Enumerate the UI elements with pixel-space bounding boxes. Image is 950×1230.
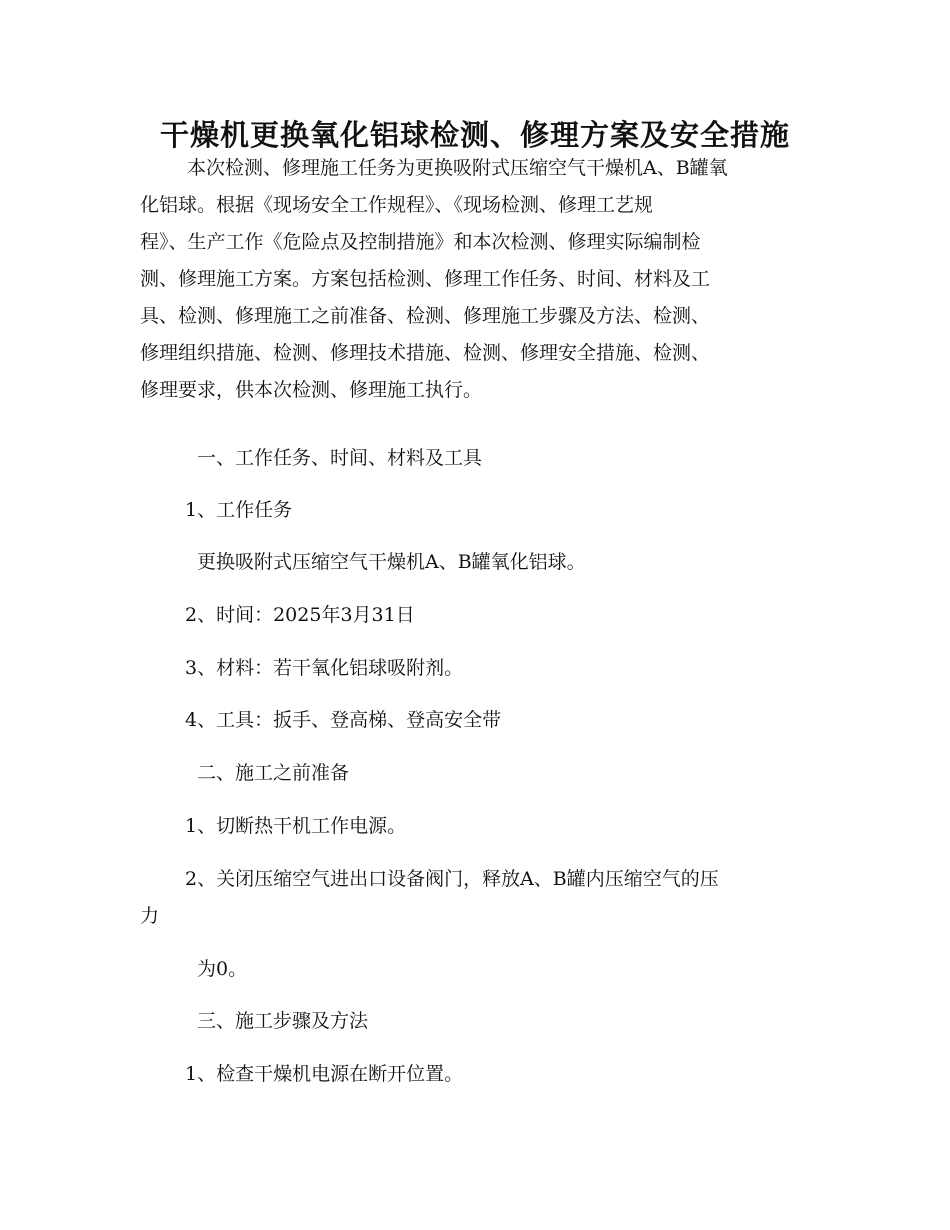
section-heading-1: 一、工作任务、时间、材料及工具 — [197, 447, 483, 469]
intro-line: 修理要求，供本次检测、修理施工执行。 — [140, 379, 483, 401]
intro-line: 测、修理施工方案。方案包括检测、修理工作任务、时间、材料及工 — [140, 268, 711, 290]
task-text: 更换吸附式压缩空气干燥机A、B罐氧化铝球。 — [197, 551, 586, 573]
prep-item-2: 2、关闭压缩空气进出口设备阀门，释放A、B罐内压缩空气的压 — [185, 868, 719, 890]
prep-item-2-continuation: 力 — [140, 905, 160, 927]
prep-item-1: 1、切断热干机工作电源。 — [185, 815, 407, 837]
intro-line: 本次检测、修理施工任务为更换吸附式压缩空气干燥机A、B罐氧 — [187, 157, 728, 179]
material-item: 3、材料：若干氧化铝球吸附剂。 — [185, 657, 464, 679]
prep-item-2-continuation: 为0。 — [197, 958, 248, 980]
tools-item: 4、工具：扳手、登高梯、登高安全带 — [185, 709, 502, 731]
section-heading-3: 三、施工步骤及方法 — [197, 1010, 369, 1032]
intro-paragraph — [140, 150, 840, 409]
section-heading-2: 二、施工之前准备 — [197, 762, 350, 784]
task-heading: 1、工作任务 — [185, 499, 293, 521]
step-item-1: 1、检查干燥机电源在断开位置。 — [185, 1063, 464, 1085]
intro-line: 化铝球。根据《现场安全工作规程》、《现场检测、修理工艺规 — [140, 194, 654, 216]
intro-line: 程》、生产工作《危险点及控制措施》和本次检测、修理实际编制检 — [140, 231, 701, 253]
time-item: 2、时间：2025年3月31日 — [185, 604, 415, 626]
intro-line: 具、检测、修理施工之前准备、检测、修理施工步骤及方法、检测、 — [140, 305, 711, 327]
intro-line: 修理组织措施、检测、修理技术措施、检测、修理安全措施、检测、 — [140, 342, 711, 364]
document-title: 干燥机更换氧化铝球检测、修理方案及安全措施 — [159, 118, 790, 152]
